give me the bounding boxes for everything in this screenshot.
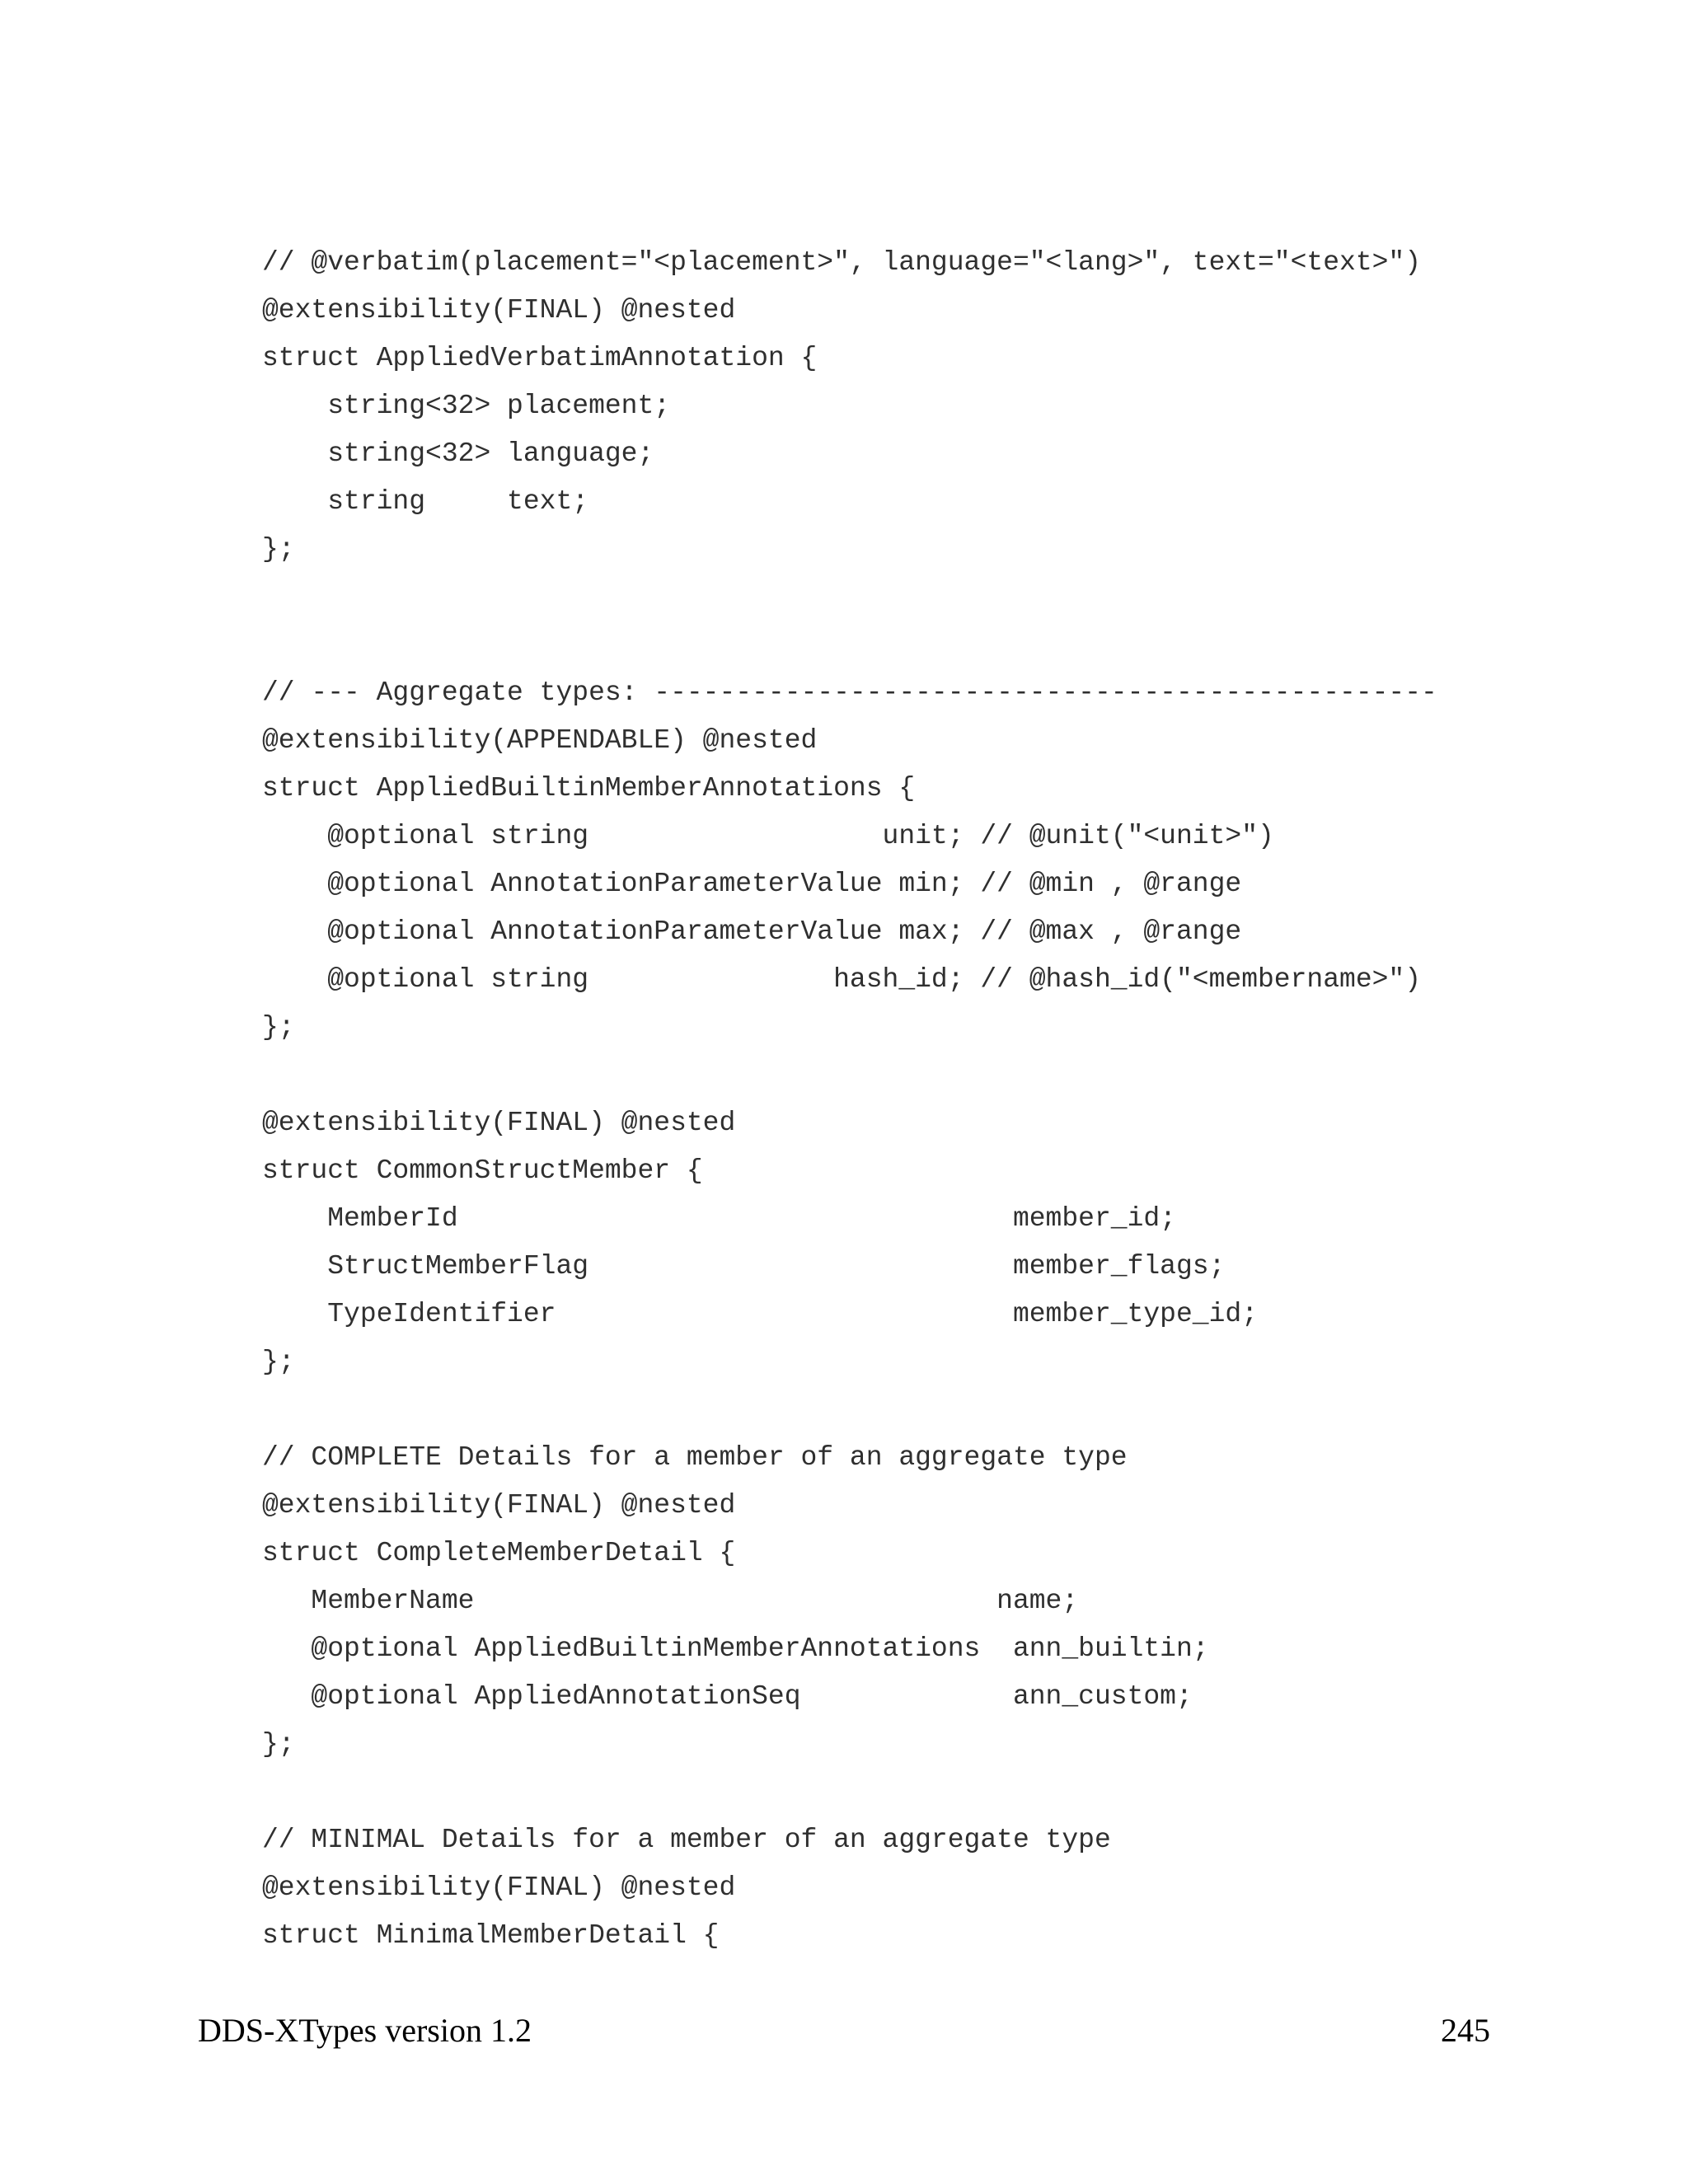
code-line: @optional AnnotationParameterValue max; // @max , @range bbox=[262, 916, 1242, 947]
code-line: // --- Aggregate types: ------------------------------------------------ bbox=[262, 677, 1437, 708]
page-footer bbox=[198, 2011, 1490, 2050]
code-line: }; bbox=[262, 534, 295, 565]
code-line: MemberName name; bbox=[262, 1586, 1079, 1616]
code-line: }; bbox=[262, 1729, 295, 1760]
code-line bbox=[262, 574, 1437, 621]
code-line: // @verbatim(placement="<placement>", language="<lang>", text="<text>") bbox=[262, 247, 1422, 278]
code-line: @extensibility(FINAL) @nested bbox=[262, 1490, 736, 1521]
code-line: string<32> placement; bbox=[262, 391, 671, 421]
code-line: string text; bbox=[262, 486, 589, 517]
code-line: @optional string hash_id; // @hash_id("<membername>") bbox=[262, 964, 1422, 995]
code-line: @extensibility(FINAL) @nested bbox=[262, 295, 736, 326]
code-line: // MINIMAL Details for a member of an aggregate type bbox=[262, 1825, 1111, 1855]
code-listing bbox=[262, 239, 1437, 1960]
code-line: TypeIdentifier member_type_id; bbox=[262, 1299, 1258, 1329]
code-line: struct CommonStructMember { bbox=[262, 1155, 703, 1186]
code-line: // COMPLETE Details for a member of an aggregate type bbox=[262, 1442, 1128, 1473]
code-line: string<32> language; bbox=[262, 438, 654, 469]
code-line bbox=[262, 1769, 1437, 1816]
code-line bbox=[262, 1386, 1437, 1434]
code-line: @extensibility(APPENDABLE) @nested bbox=[262, 725, 818, 756]
code-line: @optional string unit; // @unit("<unit>") bbox=[262, 821, 1274, 851]
code-line: StructMemberFlag member_flags; bbox=[262, 1251, 1226, 1282]
code-line: struct AppliedBuiltinMemberAnnotations { bbox=[262, 773, 916, 804]
code-line bbox=[262, 621, 1437, 669]
code-line: struct AppliedVerbatimAnnotation { bbox=[262, 343, 818, 373]
code-line: @extensibility(FINAL) @nested bbox=[262, 1108, 736, 1138]
code-line: @optional AppliedAnnotationSeq ann_custom; bbox=[262, 1681, 1193, 1712]
code-line: MemberId member_id; bbox=[262, 1203, 1176, 1234]
footer-document-title: DDS-XTypes version 1.2 bbox=[198, 2012, 532, 2049]
code-line: @extensibility(FINAL) @nested bbox=[262, 1872, 736, 1903]
code-line: @optional AppliedBuiltinMemberAnnotations ann_builtin; bbox=[262, 1633, 1209, 1664]
code-line: @optional AnnotationParameterValue min; // @min , @range bbox=[262, 869, 1242, 899]
code-line: }; bbox=[262, 1012, 295, 1043]
code-line: struct CompleteMemberDetail { bbox=[262, 1538, 736, 1568]
code-line: }; bbox=[262, 1347, 295, 1377]
code-line bbox=[262, 1052, 1437, 1099]
code-line: struct MinimalMemberDetail { bbox=[262, 1920, 720, 1951]
footer-page-number: 245 bbox=[1441, 2012, 1490, 2049]
